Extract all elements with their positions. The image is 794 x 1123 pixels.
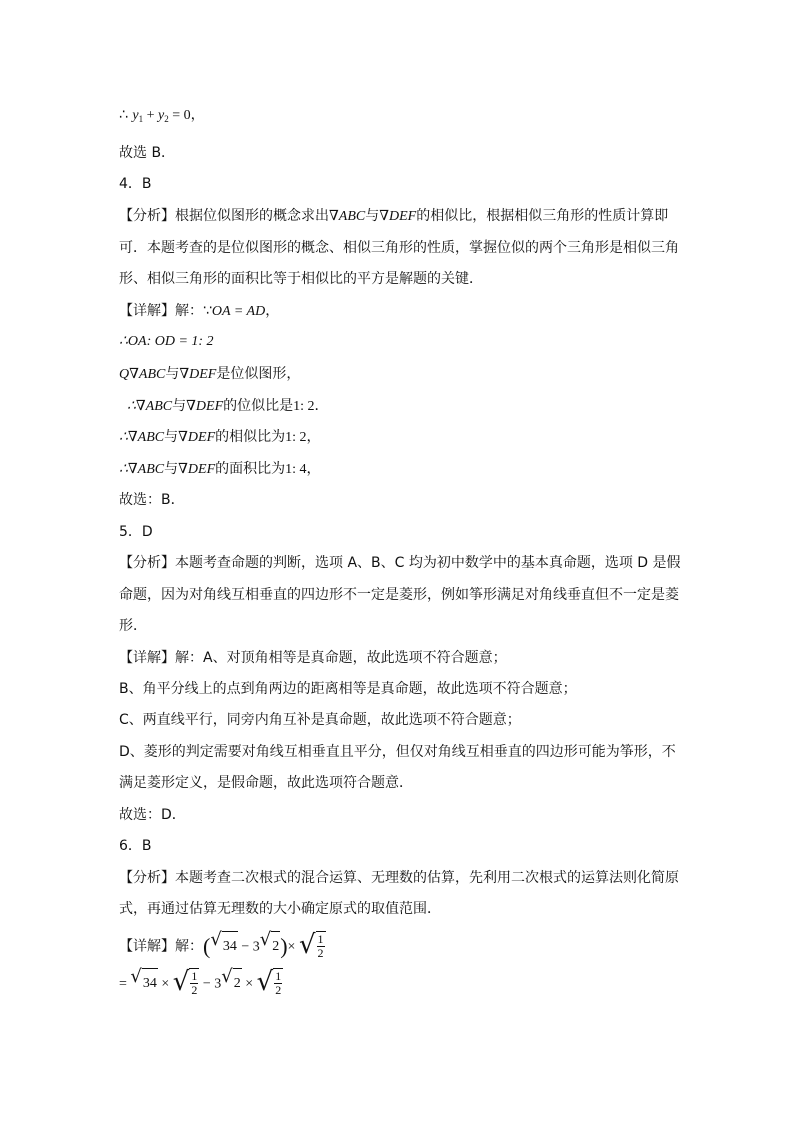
formula-line	[119, 105, 684, 129]
text: 【详解】解：∵	[119, 303, 212, 319]
ratio: 1: 2	[285, 430, 307, 445]
text-line: D、菱形的判定需要对角线互相垂直且平分，但仅对角线互相垂直的四边形可能为筝形，不	[119, 744, 676, 760]
times: ×	[287, 939, 299, 955]
text: 与	[165, 366, 180, 382]
text: ，	[306, 461, 321, 477]
text: 与	[164, 429, 179, 445]
question-number: 6．B	[119, 838, 152, 854]
text-line: 【分析】本题考查二次根式的混合运算、无理数的估算，先利用二次根式的运算法则化简原	[119, 870, 679, 886]
text-line: 形、相似三角形的面积比等于相似比的平方是解题的关键．	[119, 271, 483, 287]
plus-sign: +	[143, 108, 158, 123]
therefore-symbol: ∴	[119, 107, 133, 123]
sqrt-half: √ $\frac{1}{2}$	[256, 967, 282, 998]
triangle-abc: ∴∇ABC	[119, 462, 165, 477]
sqrt-half: √ $\frac{1}{2}$	[298, 930, 324, 961]
text-line: 可．本题考查的是位似图形的概念、相似三角形的性质，掌握位似的两个三角形是相似三角	[119, 240, 679, 256]
subscript: 1	[138, 114, 144, 124]
formula-line	[119, 968, 684, 1000]
minus-three: − 3	[237, 939, 260, 955]
minus-three: − 3	[199, 976, 222, 992]
triangle-abc: ∴∇ABC	[119, 430, 165, 445]
equals: =	[119, 976, 131, 992]
text-line: 故选：D．	[119, 807, 186, 823]
sqrt-half: √ $\frac{1}{2}$	[172, 967, 198, 998]
sqrt-34: √ 34	[130, 968, 157, 999]
text: 与	[172, 398, 187, 414]
question-number: 5．D	[119, 524, 153, 540]
sqrt-2: √ 2	[260, 931, 280, 962]
text-line	[127, 396, 684, 417]
text-line: 命题，因为对角线互相垂直的四边形不一定是菱形，例如筝形满足对角线垂直但不一定是菱	[119, 587, 679, 603]
triangle-def: ∇DEF	[379, 209, 417, 224]
text-line: C、两直线平行，同旁内角互补是真命题，故此选项不符合题意；	[119, 712, 521, 728]
text: 【分析】根据位似图形的概念求出	[119, 208, 329, 224]
text-line: 形．	[119, 618, 147, 634]
sqrt-2: √ 2	[221, 968, 241, 999]
equation: OA = AD	[211, 304, 266, 319]
text-line	[119, 459, 684, 480]
times: ×	[157, 976, 173, 992]
text: ，	[306, 429, 321, 445]
times: ×	[241, 976, 257, 992]
triangle-def: ∇DEF	[178, 430, 216, 445]
triangle-abc: ∴∇ABC	[127, 399, 173, 414]
text: 是位似图形，	[216, 366, 301, 382]
ratio: 1: 4	[285, 462, 307, 477]
text: ．	[314, 398, 329, 414]
text: 与	[365, 208, 380, 224]
text-line: 式，再通过估算无理数的大小确定原式的取值范围．	[119, 901, 441, 917]
triangle-abc: ∇ABC	[329, 209, 366, 224]
text-line: 故选 B．	[119, 145, 176, 161]
ratio: 1: 2	[293, 399, 315, 414]
text: 与	[164, 461, 179, 477]
text-line: 【分析】本题考查命题的判断，选项 A、B、C 均为初中数学中的基本真命题，选项 D 是假	[119, 555, 681, 571]
right-paren: )	[280, 933, 288, 959]
text-line: 满足菱形定义，是假命题，故此选项符合题意．	[119, 775, 413, 791]
equals-zero: = 0	[168, 108, 191, 123]
text: ，	[265, 303, 280, 319]
ratio-line: ∴OA: OD = 1: 2	[119, 334, 214, 349]
text-line	[119, 364, 684, 385]
subscript: 2	[164, 114, 169, 124]
triangle-def: ∇DEF	[186, 399, 224, 414]
text: 【详解】解：	[119, 938, 203, 955]
text-line: 故选：B．	[119, 492, 185, 508]
triangle-def: ∇DEF	[179, 367, 217, 382]
text-line: 【详解】解：A、对顶角相等是真命题，故此选项不符合题意；	[119, 650, 507, 666]
sqrt-34: √ 34	[210, 931, 237, 962]
text: 的相似比，根据相似三角形的性质计算即	[416, 208, 669, 224]
analysis-line	[119, 206, 684, 227]
comma: ，	[190, 107, 205, 123]
question-number: 4．B	[119, 176, 152, 192]
text: 的面积比为	[215, 461, 286, 477]
left-paren: (	[203, 933, 211, 959]
triangle-abc: Q∇ABC	[119, 367, 166, 382]
text-line: B、角平分线上的点到角两边的距离相等是真命题，故此选项不符合题意；	[119, 681, 577, 697]
var-y: y	[157, 108, 165, 123]
formula-line	[119, 931, 684, 963]
var-y: y	[132, 108, 139, 123]
detail-line	[119, 301, 684, 322]
text-line	[119, 427, 684, 448]
text: 的位似比是	[223, 398, 294, 414]
text: 的相似比为	[215, 429, 286, 445]
triangle-def: ∇DEF	[178, 462, 216, 477]
